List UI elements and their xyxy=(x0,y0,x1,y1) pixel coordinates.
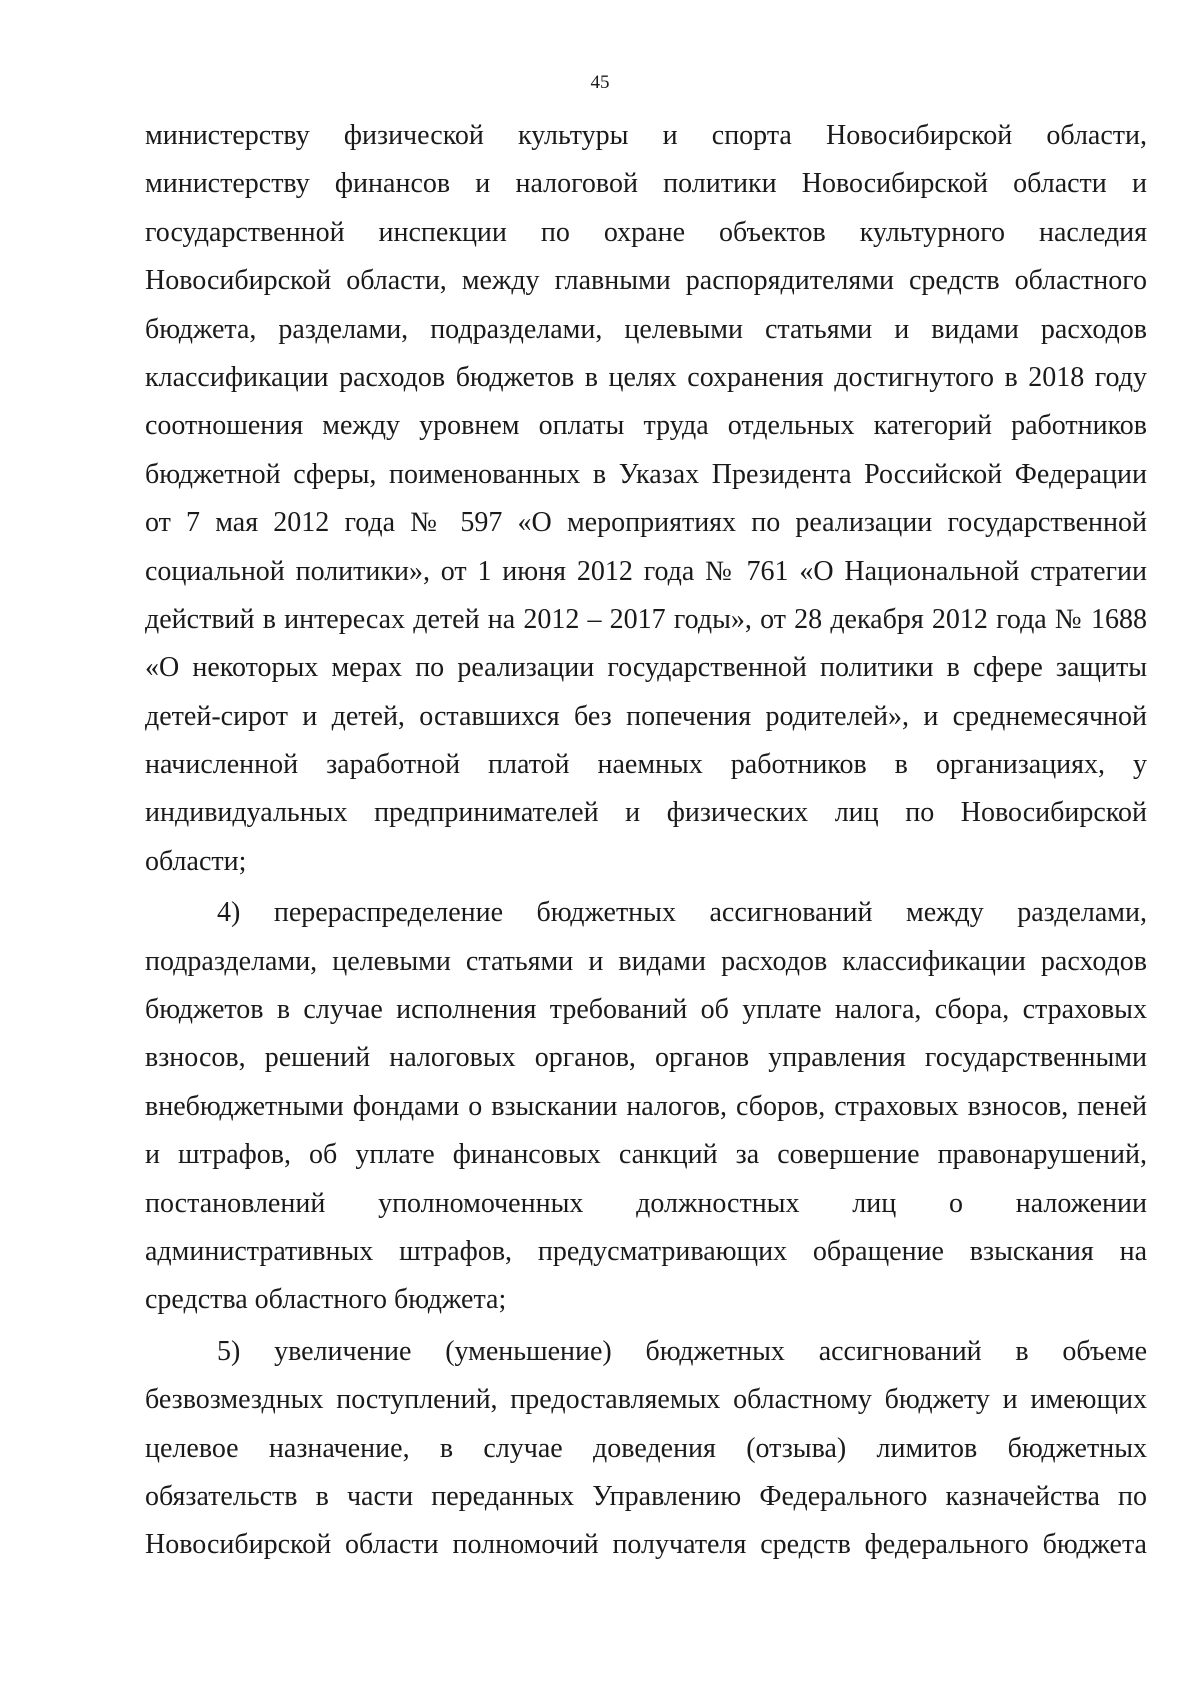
text-line: внебюджетными фондами о взыскании налогов, сборов, страховых взносов, пеней xyxy=(145,1090,1147,1122)
text-line: постановлений уполномоченных должностных лиц о наложении xyxy=(145,1187,1147,1219)
text-line: начисленной заработной платой наемных работников в организациях, у xyxy=(145,749,1147,781)
document-body xyxy=(145,112,1147,1570)
text-line: безвозмездных поступлений, предоставляемых областному бюджету и имеющих xyxy=(145,1384,1147,1416)
text-line: бюджетной сферы, поименованных в Указах Президента Российской Федерации xyxy=(145,458,1147,490)
text-line: действий в интересах детей на 2012 – 2017 годы», от 28 декабря 2012 года № 1688 xyxy=(145,603,1147,635)
text-line: 4) перераспределение бюджетных ассигнований между разделами, xyxy=(217,897,1147,929)
text-line: целевое назначение, в случае доведения (отзыва) лимитов бюджетных xyxy=(145,1432,1147,1464)
text-line: классификации расходов бюджетов в целях сохранения достигнутого в 2018 году xyxy=(145,361,1147,393)
text-line: от 7 мая 2012 года № 597 «О мероприятиях по реализации государственной xyxy=(145,507,1147,539)
text-line: министерству финансов и налоговой политики Новосибирской области и xyxy=(145,168,1147,200)
page-number: 45 xyxy=(590,72,610,93)
paragraph-3 xyxy=(145,1328,1147,1570)
text-line: бюджетов в случае исполнения требований об уплате налога, сбора, страховых xyxy=(145,994,1147,1026)
text-line: подразделами, целевыми статьями и видами расходов классификации расходов xyxy=(145,945,1147,977)
text-line: административных штрафов, предусматривающих обращение взыскания на xyxy=(145,1235,1147,1267)
text-line: государственной инспекции по охране объектов культурного наследия xyxy=(145,216,1147,248)
text-line: 5) увеличение (уменьшение) бюджетных ассигнований в объеме xyxy=(217,1335,1147,1367)
text-line: Новосибирской области полномочий получателя средств федерального бюджета xyxy=(145,1529,1147,1561)
text-line: Новосибирской области, между главными распорядителями средств областного xyxy=(145,265,1147,297)
paragraph-2 xyxy=(145,889,1147,1325)
text-line: средства областного бюджета; xyxy=(145,1284,507,1316)
text-line: взносов, решений налоговых органов, органов управления государственными xyxy=(145,1042,1147,1074)
text-line: социальной политики», от 1 июня 2012 года № 761 «О Национальной стратегии xyxy=(145,555,1147,587)
text-line: индивидуальных предпринимателей и физических лиц по Новосибирской xyxy=(145,797,1147,829)
paragraph-1 xyxy=(145,112,1147,886)
text-line: «О некоторых мерах по реализации государственной политики в сфере защиты xyxy=(145,652,1147,684)
text-line: бюджета, разделами, подразделами, целевыми статьями и видами расходов xyxy=(145,313,1147,345)
text-line: соотношения между уровнем оплаты труда отдельных категорий работников xyxy=(145,410,1147,442)
text-line: обязательств в части переданных Управлению Федерального казначейства по xyxy=(145,1480,1147,1512)
text-line: и штрафов, об уплате финансовых санкций за совершение правонарушений, xyxy=(145,1139,1147,1171)
text-line: области; xyxy=(145,845,247,877)
text-line: министерству физической культуры и спорта Новосибирской области, xyxy=(145,120,1147,151)
text-line: детей-сирот и детей, оставшихся без попечения родителей», и среднемесячной xyxy=(145,700,1147,732)
